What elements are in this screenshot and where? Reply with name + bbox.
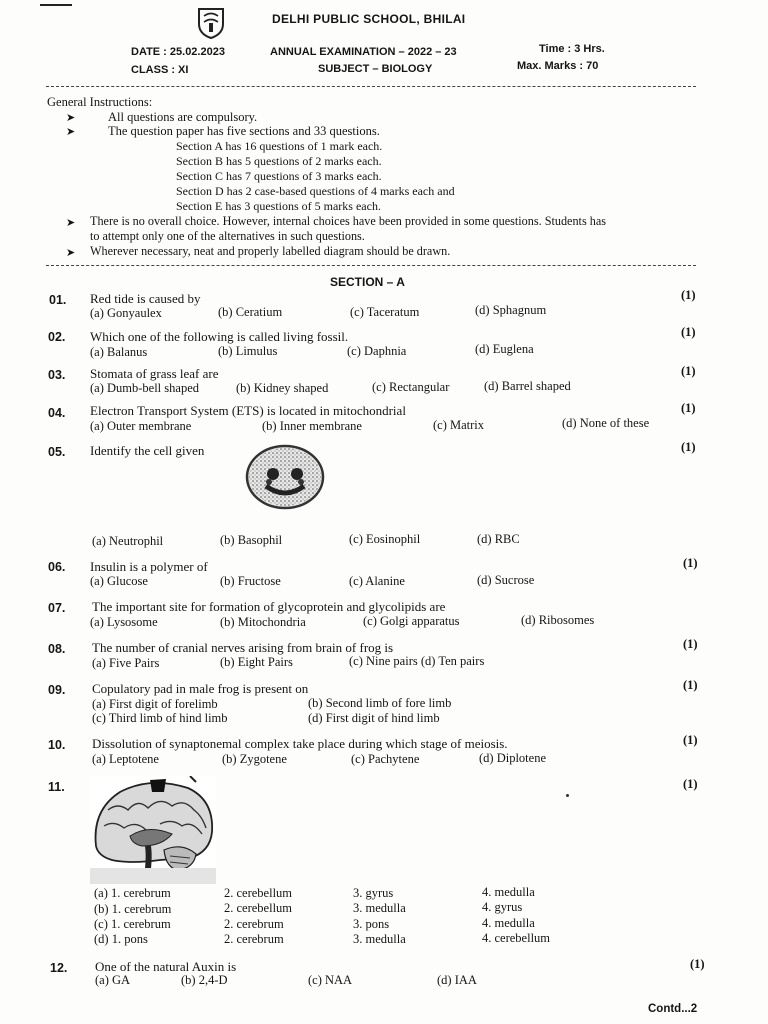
- question-number: 06.: [48, 560, 66, 574]
- question-marks: (1): [681, 440, 696, 454]
- school-name: DELHI PUBLIC SCHOOL, BHILAI: [272, 12, 466, 26]
- option-a: (a) Glucose: [90, 574, 148, 588]
- question-text: Insulin is a polymer of: [90, 559, 208, 574]
- question-number: 10.: [48, 738, 66, 752]
- option-d: (d) Sucrose: [477, 573, 535, 587]
- question-marks: (1): [681, 401, 696, 415]
- question-marks: (1): [683, 637, 698, 651]
- question-marks: (1): [683, 556, 698, 570]
- question-number: 09.: [48, 683, 66, 697]
- option-a-1: (a) 1. cerebrum: [94, 886, 171, 900]
- option-a-4: 4. medulla: [482, 885, 535, 899]
- question-marks: (1): [681, 364, 696, 378]
- option-b: (b) Kidney shaped: [236, 381, 329, 395]
- option-a: (a) Lysosome: [90, 615, 158, 629]
- question-text: Red tide is caused by: [90, 291, 201, 306]
- option-d: (d) IAA: [437, 973, 477, 987]
- option-c: (c) Taceratum: [350, 305, 420, 319]
- option-d: (d) Sphagnum: [475, 303, 547, 317]
- basophil-cell-image: [244, 444, 326, 510]
- option-b: (b) Eight Pairs: [220, 655, 293, 669]
- instructions-title: General Instructions:: [47, 95, 153, 109]
- option-c: (c) Third limb of hind limb: [92, 711, 228, 725]
- exam-subject: SUBJECT – BIOLOGY: [318, 63, 433, 75]
- school-logo-icon: [196, 6, 226, 40]
- brain-section-image: [90, 776, 216, 884]
- section-e-info: Section E has 3 questions of 5 marks each.: [176, 199, 381, 213]
- option-c: (c) NAA: [308, 973, 353, 987]
- instruction-2: The question paper has five sections and 33 questions.: [108, 124, 380, 138]
- option-d-4: 4. cerebellum: [482, 931, 551, 945]
- section-c-info: Section C has 7 questions of 3 marks each.: [176, 169, 382, 183]
- exam-class: CLASS : XI: [131, 64, 189, 76]
- option-b-3: 3. medulla: [353, 901, 406, 915]
- option-d: (d) Euglena: [475, 342, 534, 356]
- option-a: (a) Dumb-bell shaped: [90, 381, 199, 395]
- question-text: Stomata of grass leaf are: [90, 366, 219, 381]
- option-b-4: 4. gyrus: [482, 900, 523, 914]
- exam-time: Time : 3 Hrs.: [539, 43, 605, 55]
- option-c: (c) Nine pairs (d) Ten pairs: [349, 654, 485, 668]
- exam-title: ANNUAL EXAMINATION – 2022 – 23: [270, 46, 457, 58]
- instruction-1: All questions are compulsory.: [108, 110, 258, 124]
- top-left-mark: [40, 4, 72, 6]
- option-d: (d) First digit of hind limb: [308, 711, 440, 725]
- option-d: (d) Ribosomes: [521, 613, 595, 627]
- option-a: (a) Gonyaulex: [90, 306, 162, 320]
- question-text: Identify the cell given: [90, 443, 205, 458]
- question-text: Electron Transport System (ETS) is located in mitochondrial: [90, 403, 406, 418]
- option-c: (c) Golgi apparatus: [363, 614, 460, 628]
- option-d: (d) Barrel shaped: [484, 379, 571, 393]
- bullet-arrow-icon: ➤: [66, 112, 76, 124]
- question-number: 08.: [48, 642, 66, 656]
- question-marks: (1): [683, 733, 698, 747]
- option-c: (c) Matrix: [433, 418, 485, 432]
- option-d-3: 3. medulla: [353, 932, 406, 946]
- instruction-3a: There is no overall choice. However, internal choices have been provided in some questions. Students has: [90, 214, 606, 228]
- section-d-info: Section D has 2 case-based questions of 4 marks each and: [176, 184, 455, 198]
- section-title: SECTION – A: [330, 275, 405, 289]
- exam-date: DATE : 25.02.2023: [131, 46, 225, 58]
- option-b: (b) Ceratium: [218, 305, 283, 319]
- option-c-4: 4. medulla: [482, 916, 535, 930]
- option-b: (b) Basophil: [220, 533, 283, 547]
- section-b-info: Section B has 5 questions of 2 marks each.: [176, 154, 382, 168]
- question-marks: (1): [690, 957, 705, 971]
- option-b: (b) Inner membrane: [262, 419, 362, 433]
- option-a: (a) Balanus: [90, 345, 148, 359]
- option-b: (b) Mitochondria: [220, 615, 306, 629]
- section-a-info: Section A has 16 questions of 1 mark each.: [176, 139, 383, 153]
- question-text: Dissolution of synaptonemal complex take place during which stage of meiosis.: [92, 736, 508, 751]
- option-b: (b) Limulus: [218, 344, 278, 358]
- option-b-1: (b) 1. cerebrum: [94, 902, 172, 916]
- option-b: (b) Second limb of fore limb: [308, 696, 452, 710]
- continued-footer: Contd...2: [648, 1003, 698, 1015]
- option-a: (a) Leptotene: [92, 752, 159, 766]
- option-d: (d) None of these: [562, 416, 650, 430]
- question-text: Copulatory pad in male frog is present on: [92, 681, 309, 696]
- option-b: (b) Fructose: [220, 574, 281, 588]
- option-c: (c) Pachytene: [351, 752, 420, 766]
- option-c-2: 2. cerebrum: [224, 917, 284, 931]
- option-a: (a) Five Pairs: [92, 656, 160, 670]
- question-number: 01.: [49, 293, 67, 307]
- option-b-2: 2. cerebellum: [224, 901, 293, 915]
- option-a: (a) GA: [95, 973, 131, 987]
- option-a: (a) Outer membrane: [90, 419, 192, 433]
- question-marks: (1): [683, 777, 698, 791]
- question-number: 12.: [50, 961, 68, 975]
- option-d-2: 2. cerebrum: [224, 932, 284, 946]
- question-number: 02.: [48, 330, 66, 344]
- question-text: Which one of the following is called living fossil.: [90, 329, 349, 344]
- question-marks: (1): [681, 325, 696, 339]
- question-number: 04.: [48, 406, 66, 420]
- question-number: 11.: [48, 780, 65, 794]
- bullet-arrow-icon: ➤: [66, 247, 76, 259]
- option-a-3: 3. gyrus: [353, 886, 394, 900]
- question-text: The important site for formation of glycoprotein and glycolipids are: [92, 599, 446, 614]
- option-d: (d) Diplotene: [479, 751, 546, 765]
- question-text: One of the natural Auxin is: [95, 959, 237, 974]
- option-a-2: 2. cerebellum: [224, 886, 293, 900]
- option-c-3: 3. pons: [353, 917, 390, 931]
- option-c: (c) Eosinophil: [349, 532, 421, 546]
- question-text: The number of cranial nerves arising from brain of frog is: [92, 640, 394, 655]
- option-b: (b) 2,4-D: [181, 973, 228, 987]
- question-number: 05.: [48, 445, 66, 459]
- option-d-1: (d) 1. pons: [94, 932, 148, 946]
- option-a: (a) First digit of forelimb: [92, 697, 218, 711]
- question-number: 03.: [48, 368, 66, 382]
- stray-dot: [566, 794, 569, 797]
- option-c-1: (c) 1. cerebrum: [94, 917, 171, 931]
- question-marks: (1): [681, 288, 696, 302]
- option-c: (c) Alanine: [349, 574, 405, 588]
- instruction-3b: to attempt only one of the alternatives in such questions.: [90, 229, 365, 243]
- max-marks: Max. Marks : 70: [517, 60, 599, 72]
- option-b: (b) Zygotene: [222, 752, 287, 766]
- bullet-arrow-icon: ➤: [66, 126, 76, 138]
- instructions-divider: [46, 265, 696, 266]
- instruction-4: Wherever necessary, neat and properly labelled diagram should be drawn.: [90, 244, 451, 258]
- option-d: (d) RBC: [477, 532, 520, 546]
- question-number: 07.: [48, 601, 66, 615]
- bullet-arrow-icon: ➤: [66, 217, 76, 229]
- option-c: (c) Rectangular: [372, 380, 450, 394]
- option-a: (a) Neutrophil: [92, 534, 164, 548]
- option-c: (c) Daphnia: [347, 344, 407, 358]
- header-divider: [46, 86, 696, 87]
- question-marks: (1): [683, 678, 698, 692]
